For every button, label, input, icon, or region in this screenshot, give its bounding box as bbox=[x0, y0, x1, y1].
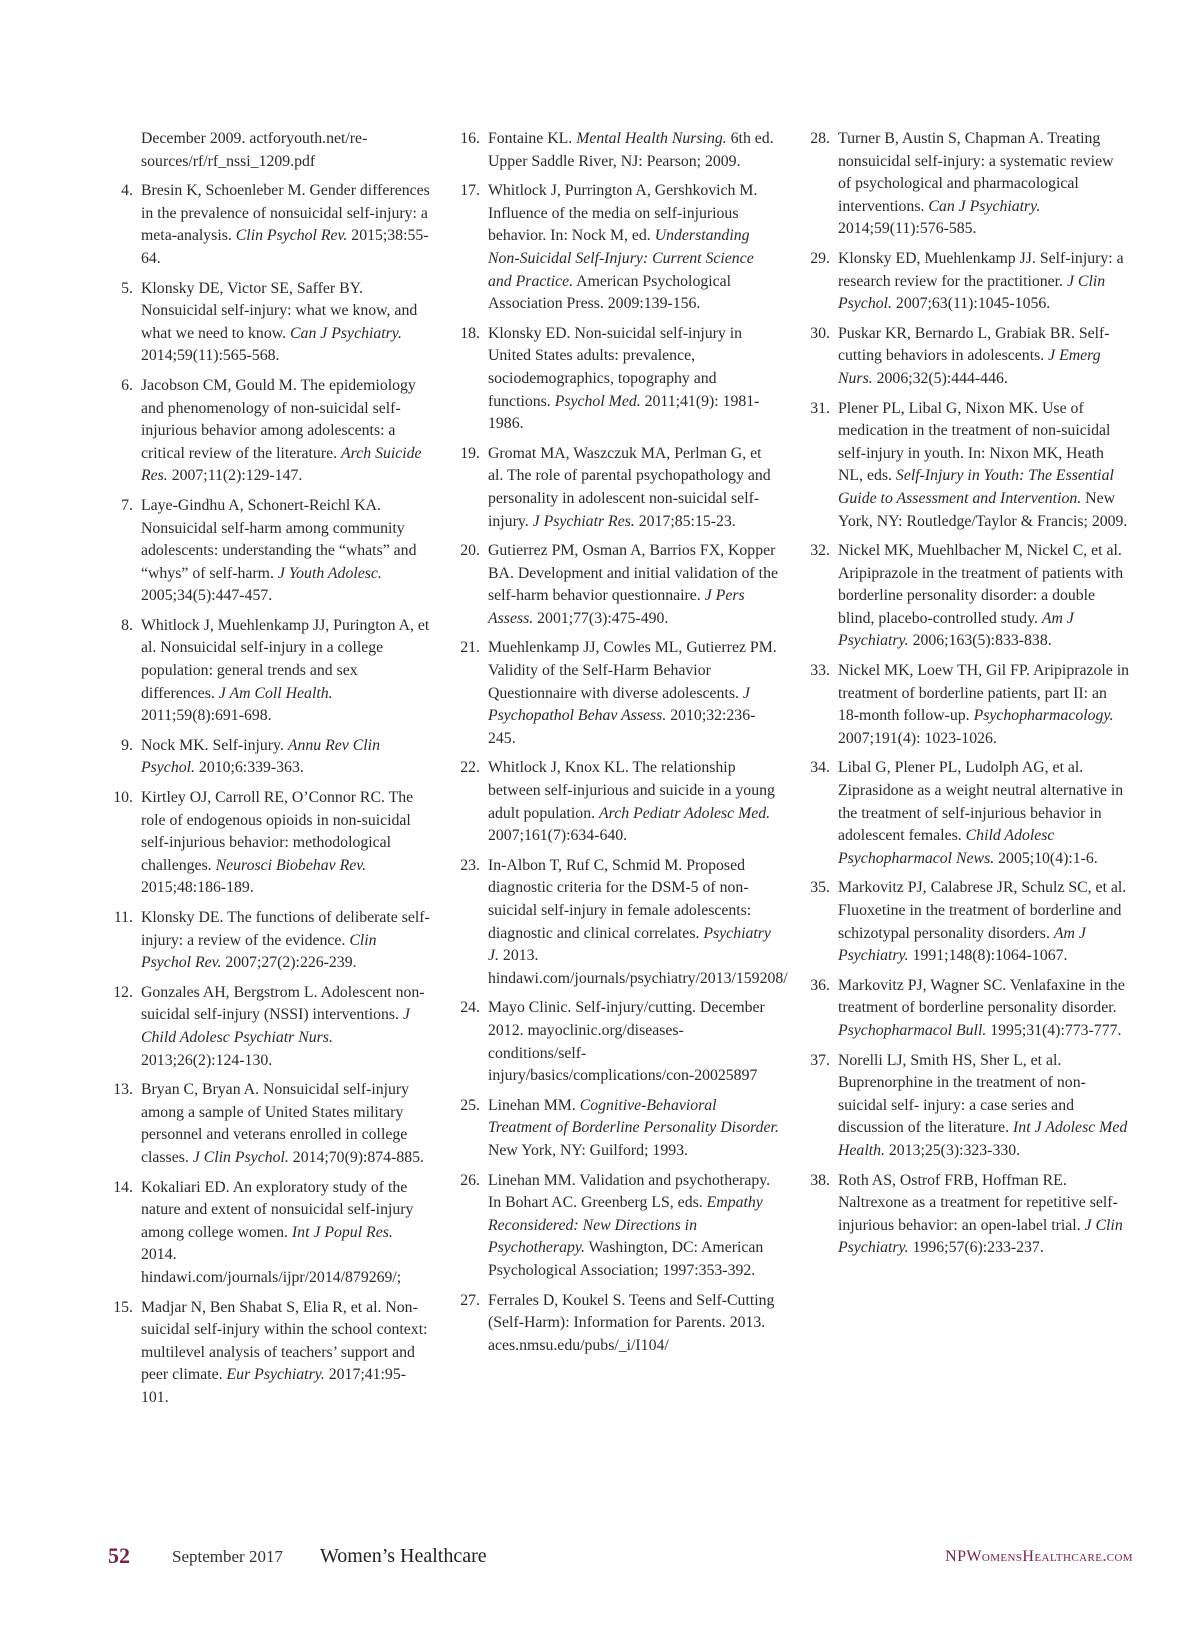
reference-segment: Laye-Gindhu A, Schonert-Reichl KA. Nonsuicidal self-harm among community adolescents: understanding the “whats” and “whys” of self-harm. bbox=[141, 496, 417, 582]
reference-segment: American Psychological Association Press. 2009:139-156. bbox=[488, 272, 732, 313]
reference-item bbox=[455, 757, 780, 847]
reference-segment: 2010;6:339-363. bbox=[194, 759, 304, 777]
reference-text bbox=[141, 617, 429, 724]
reference-number: 9. bbox=[121, 736, 133, 754]
reference-segment: Ferrales D, Koukel S. Teens and Self-Cutting (Self-Harm): Information for Parents. 2013. aces.nmsu.edu/pubs/_i/I104/ bbox=[488, 1291, 775, 1354]
reference-number: 37. bbox=[810, 1051, 830, 1069]
reference-segment: Nock MK. Self-injury. bbox=[141, 736, 288, 754]
reference-source: Psychol Med. bbox=[554, 392, 641, 410]
reference-number: 38. bbox=[810, 1171, 830, 1189]
reference-segment: 2005;34(5):447-457. bbox=[141, 587, 273, 605]
reference-item bbox=[108, 375, 430, 488]
reference-source: Arch Pediatr Adolesc Med. bbox=[599, 804, 771, 822]
reference-source: Annu Rev Clin Psychol. bbox=[141, 736, 380, 777]
reference-segment: Gromat MA, Waszczuk MA, Perlman G, et al. The role of parental psychopathology and personality in adolescent non-suicidal self-injury. bbox=[488, 444, 771, 530]
reference-number: 35. bbox=[810, 879, 830, 897]
reference-text bbox=[838, 1172, 1123, 1257]
reference-segment: 2010;32:236-245. bbox=[488, 707, 756, 747]
reference-number: 18. bbox=[460, 324, 480, 342]
reference-number: 13. bbox=[113, 1081, 133, 1099]
reference-segment: 2011;41(9): 1981-1986. bbox=[488, 392, 760, 433]
reference-segment: Bresin K, Schoenleber M. Gender differences in the prevalence of nonsuicidal self-injury: a meta-analysis. bbox=[141, 182, 430, 245]
reference-segment: Kirtley OJ, Carroll RE, O’Connor RC. The role of endogenous opioids in non-suicidal self-injurious behavior: methodological challenges. bbox=[141, 789, 414, 874]
reference-source: Eur Psychiatry. bbox=[226, 1366, 325, 1384]
reference-segment: 2007;161(7):634-640. bbox=[488, 827, 628, 845]
reference-number: 12. bbox=[113, 983, 133, 1001]
reference-source: J Clin Psychol. bbox=[838, 272, 1106, 313]
reference-number: 7. bbox=[121, 496, 133, 514]
reference-segment: 2006;32(5):444-446. bbox=[872, 369, 1008, 387]
reference-text bbox=[488, 639, 777, 746]
reference-segment: 2005;10(4):1-6. bbox=[994, 849, 1098, 867]
reference-number: 32. bbox=[810, 542, 830, 560]
reference-source: Arch Suicide Res. bbox=[141, 444, 422, 485]
reference-text bbox=[838, 662, 1129, 747]
reference-item bbox=[805, 398, 1130, 534]
reference-text bbox=[141, 789, 413, 896]
reference-segment: Linehan MM. bbox=[488, 1096, 580, 1114]
reference-number: 26. bbox=[460, 1171, 480, 1189]
reference-segment: 2007;27(2):226-239. bbox=[221, 954, 357, 972]
reference-source: J Pers Assess. bbox=[488, 587, 745, 627]
reference-number: 27. bbox=[460, 1291, 480, 1309]
reference-text bbox=[838, 130, 1114, 237]
reference-text bbox=[141, 1081, 424, 1166]
reference-item bbox=[455, 997, 780, 1087]
reference-text bbox=[141, 182, 430, 267]
reference-item bbox=[108, 128, 430, 173]
reference-segment: Kokaliari ED. An exploratory study of the nature and extent of nonsuicidal self-injury among college women. bbox=[141, 1178, 414, 1241]
reference-segment: 1996;57(6):233-237. bbox=[908, 1239, 1044, 1257]
reference-segment: 1991;148(8):1064-1067. bbox=[908, 947, 1068, 965]
reference-text bbox=[141, 130, 367, 170]
reference-text bbox=[838, 325, 1110, 387]
reference-segment: Puskar KR, Bernardo L, Grabiak BR. Self-cutting behaviors in adolescents. bbox=[838, 324, 1110, 365]
reference-segment: Mayo Clinic. Self-injury/cutting. December 2012. mayoclinic.org/diseases-conditions/self-injury/basics/complications/con-20025897 bbox=[488, 999, 765, 1085]
reference-source: Mental Health Nursing. bbox=[576, 130, 727, 147]
reference-item bbox=[108, 1177, 430, 1290]
reference-text bbox=[838, 1052, 1127, 1159]
reference-segment: Muehlenkamp JJ, Cowles ML, Gutierrez PM. Validity of the Self-Harm Behavior Questionnaire with diverse adolescents. bbox=[488, 639, 777, 702]
reference-number: 4. bbox=[121, 182, 133, 200]
reference-text bbox=[141, 497, 416, 604]
reference-number: 24. bbox=[460, 999, 480, 1017]
reference-segment: 2017;41:95-101. bbox=[141, 1366, 406, 1406]
reference-segment: Roth AS, Ostrof FRB, Hoffman RE. Naltrexone as a treatment for repetitive self-injurious behavior: an open-label trial. bbox=[838, 1171, 1118, 1234]
reference-number: 17. bbox=[460, 182, 480, 200]
reference-text bbox=[488, 999, 765, 1084]
reference-segment: December 2009. actforyouth.net/re-sources/rf/rf_nssi_1209.pdf bbox=[141, 130, 368, 170]
reference-text bbox=[488, 857, 788, 987]
reference-source: Can J Psychiatry. bbox=[928, 197, 1041, 215]
reference-segment: 2013;26(2):124-130. bbox=[141, 1051, 273, 1069]
reference-segment: 2001;77(3):475-490. bbox=[533, 609, 669, 627]
reference-segment: Gonzales AH, Bergstrom L. Adolescent non-suicidal self-injury (NSSI) interventions. bbox=[141, 983, 425, 1024]
reference-segment: 2014. hindawi.com/journals/ijpr/2014/879269/; bbox=[141, 1246, 402, 1286]
reference-source: Clin Psychol Rev. bbox=[235, 227, 348, 245]
reference-source: Am J Psychiatry. bbox=[838, 609, 1074, 650]
reference-number: 34. bbox=[810, 759, 830, 777]
website-link[interactable]: NPWomensHealthcare.com bbox=[945, 1548, 1133, 1565]
reference-source: Clin Psychol Rev. bbox=[141, 931, 377, 972]
reference-number: 28. bbox=[810, 130, 830, 147]
reference-item bbox=[805, 877, 1130, 967]
reference-segment: Libal G, Plener PL, Ludolph AG, et al. Ziprasidone as a weight neutral alternative in the treatment of self-injurious behavior in adolescent females. bbox=[838, 759, 1124, 845]
reference-text bbox=[838, 977, 1125, 1039]
page-footer bbox=[108, 1545, 1133, 1575]
reference-item bbox=[108, 787, 430, 900]
reference-number: 11. bbox=[113, 909, 133, 926]
reference-segment: Markovitz PJ, Calabrese JR, Schulz SC, et al. Fluoxetine in the treatment of borderline and schizotypal personality disorders. bbox=[838, 879, 1127, 942]
reference-source: Int J Adolesc Med Health. bbox=[838, 1119, 1128, 1159]
reference-segment: Markovitz PJ, Wagner SC. Venlafaxine in the treatment of borderline personality disorder. bbox=[838, 976, 1125, 1017]
reference-segment: 2017;85:15-23. bbox=[634, 512, 736, 530]
reference-segment: 2013;25(3):323-330. bbox=[884, 1141, 1021, 1159]
reference-segment: Nickel MK, Loew TH, Gil FP. Aripiprazole in treatment of borderline patients, part II: an 18-month follow-up. bbox=[838, 662, 1130, 725]
reference-segment: Gutierrez PM, Osman A, Barrios FX, Kopper BA. Development and initial validation of the self-harm behavior questionnaire. bbox=[488, 542, 778, 605]
reference-item bbox=[455, 1095, 780, 1163]
reference-segment: New York, NY: Guilford; 1993. bbox=[488, 1141, 688, 1159]
reference-source: J Youth Adolesc. bbox=[277, 564, 382, 582]
reference-item bbox=[805, 248, 1130, 316]
reference-number: 25. bbox=[460, 1096, 480, 1114]
reference-text bbox=[141, 377, 422, 484]
reference-source: Child Adolesc Psychopharmacol News. bbox=[838, 827, 1055, 867]
reference-item bbox=[455, 1170, 780, 1283]
page-number: 52 bbox=[108, 1543, 130, 1568]
reference-text bbox=[488, 182, 757, 312]
reference-segment: Whitlock J, Purrington A, Gershkovich M. Influence of the media on self-injurious behavior. In: Nock M, ed. bbox=[488, 182, 758, 245]
reference-text bbox=[838, 250, 1124, 312]
reference-source: Psychopharmacol Bull. bbox=[838, 1021, 987, 1039]
reference-item bbox=[455, 180, 780, 316]
reference-segment: 2007;191(4): 1023-1026. bbox=[838, 729, 997, 747]
reference-segment: Fontaine KL. bbox=[488, 130, 577, 147]
reference-item bbox=[805, 323, 1130, 391]
reference-item bbox=[805, 540, 1130, 653]
reference-item bbox=[805, 1050, 1130, 1163]
reference-item bbox=[108, 982, 430, 1072]
reference-text bbox=[838, 879, 1126, 964]
reference-item bbox=[108, 180, 430, 270]
reference-source: J Emerg Nurs. bbox=[838, 347, 1101, 387]
reference-text bbox=[838, 400, 1127, 530]
reference-item bbox=[108, 735, 430, 780]
reference-number: 6. bbox=[121, 376, 133, 394]
reference-text bbox=[141, 737, 380, 777]
reference-text bbox=[488, 325, 759, 432]
reference-source: Am J Psychiatry. bbox=[838, 924, 1086, 965]
reference-number: 15. bbox=[113, 1298, 133, 1316]
reference-source: Empathy Reconsidered: New Directions in Psychotherapy. bbox=[488, 1194, 763, 1257]
reference-item bbox=[455, 637, 780, 750]
reference-segment: 2006;163(5):833-838. bbox=[908, 632, 1052, 650]
reference-segment: Whitlock J, Knox KL. The relationship between self-injurious and suicide in a young adult population. bbox=[488, 759, 775, 822]
reference-column-3 bbox=[805, 128, 1130, 1267]
reference-text bbox=[488, 542, 778, 627]
reference-source: Neurosci Biobehav Rev. bbox=[215, 856, 367, 874]
reference-number: 14. bbox=[113, 1178, 133, 1196]
reference-source: J Child Adolesc Psychiatr Nurs. bbox=[141, 1006, 410, 1046]
reference-item bbox=[108, 1079, 430, 1169]
reference-segment: New York, NY: Routledge/Taylor & Francis; 2009. bbox=[838, 489, 1128, 530]
reference-number: 22. bbox=[460, 759, 480, 777]
reference-item bbox=[108, 907, 430, 975]
reference-number: 21. bbox=[460, 639, 480, 657]
reference-text bbox=[488, 1292, 774, 1354]
reference-segment: 2007;63(11):1045-1056. bbox=[891, 295, 1051, 313]
reference-segment: 2007;11(2):129-147. bbox=[167, 467, 303, 485]
reference-item bbox=[108, 278, 430, 368]
reference-segment: Klonsky DE, Victor SE, Saffer BY. Nonsuicidal self-injury: what we know, and what we need to know. bbox=[141, 279, 418, 342]
reference-item bbox=[455, 443, 780, 533]
reference-item bbox=[805, 128, 1130, 241]
reference-segment: Plener PL, Libal G, Nixon MK. Use of medication in the treatment of non-suicidal self-injury in youth. In: Nixon MK, Heath NL, eds. bbox=[838, 399, 1111, 485]
reference-source: J Psychiatr Res. bbox=[532, 512, 635, 530]
reference-segment: Turner B, Austin S, Chapman A. Treating nonsuicidal self-injury: a systematic review of psychological and pharmacological interventions. bbox=[838, 130, 1114, 215]
reference-segment: Nickel MK, Muehlbacher M, Nickel C, et al. Aripiprazole in the treatment of patients with borderline personality disorder: a double blind, placebo-controlled study. bbox=[838, 542, 1124, 627]
reference-item bbox=[805, 975, 1130, 1043]
reference-source: Can J Psychiatry. bbox=[290, 324, 402, 342]
reference-number: 8. bbox=[121, 616, 133, 634]
reference-number: 10. bbox=[113, 789, 133, 807]
reference-text bbox=[141, 280, 417, 365]
reference-item bbox=[805, 757, 1130, 870]
reference-segment: 2011;59(8):691-698. bbox=[141, 707, 272, 725]
reference-segment: Klonsky ED. Non-suicidal self-injury in United States adults: prevalence, sociodemographics, topography and functions. bbox=[488, 324, 743, 410]
reference-text bbox=[488, 1097, 779, 1159]
reference-column-1 bbox=[108, 128, 430, 1416]
reference-segment: 2013. hindawi.com/journals/psychiatry/2013/159208/ bbox=[488, 947, 788, 987]
reference-segment: Klonsky DE. The functions of deliberate self-injury: a review of the evidence. bbox=[141, 909, 430, 949]
reference-text bbox=[488, 445, 771, 530]
reference-source: Cognitive-Behavioral Treatment of Borderline Personality Disorder. bbox=[488, 1096, 779, 1137]
reference-number: 5. bbox=[121, 279, 133, 297]
reference-segment: 2015;38:55-64. bbox=[141, 227, 429, 267]
reference-segment: Jacobson CM, Gould M. The epidemiology and phenomenology of non-suicidal self-injurious behavior among adolescents: a critical review of the literature. bbox=[141, 376, 416, 462]
reference-text bbox=[488, 1172, 770, 1279]
reference-text bbox=[488, 759, 775, 844]
reference-source: J Psychopathol Behav Assess. bbox=[488, 684, 750, 725]
reference-segment: Linehan MM. Validation and psychotherapy. In Bohart AC. Greenberg LS, eds. bbox=[488, 1171, 771, 1212]
reference-text bbox=[838, 542, 1123, 649]
reference-text bbox=[141, 1299, 427, 1406]
reference-source: Understanding Non-Suicidal Self-Injury: Current Science and Practice. bbox=[488, 227, 754, 290]
reference-number: 19. bbox=[460, 444, 480, 462]
reference-segment: Klonsky ED, Muehlenkamp JJ. Self-injury: a research review for the practitioner. bbox=[838, 249, 1124, 290]
reference-segment: 2014;59(11):565-568. bbox=[141, 347, 280, 365]
reference-number: 20. bbox=[460, 542, 480, 560]
reference-segment: In-Albon T, Ruf C, Schmid M. Proposed diagnostic criteria for the DSM-5 of non-suicidal self-injury in female adolescents: diagnostic and clinical correlates. bbox=[488, 856, 752, 942]
reference-item bbox=[108, 615, 430, 728]
reference-number: 31. bbox=[810, 399, 830, 417]
reference-text bbox=[141, 909, 430, 971]
reference-item bbox=[455, 128, 780, 173]
reference-number: 36. bbox=[810, 976, 830, 994]
reference-number: 29. bbox=[810, 249, 830, 267]
reference-source: J Am Coll Health. bbox=[218, 684, 333, 702]
reference-segment: Norelli LJ, Smith HS, Sher L, et al. Buprenorphine in the treatment of non-suicidal self- injury: a case series and discussion of the literature. bbox=[838, 1051, 1086, 1137]
reference-item bbox=[805, 660, 1130, 750]
reference-source: Int J Popul Res. bbox=[291, 1223, 393, 1241]
reference-number: 33. bbox=[810, 662, 830, 680]
reference-item bbox=[108, 1297, 430, 1410]
reference-number: 23. bbox=[460, 856, 480, 874]
reference-source: Psychiatry J. bbox=[488, 924, 771, 965]
reference-source: Self-Injury in Youth: The Essential Guide to Assessment and Intervention. bbox=[838, 467, 1114, 507]
publication-name: Women’s Healthcare bbox=[320, 1545, 487, 1567]
reference-segment: Washington, DC: American Psychological Association; 1997:353-392. bbox=[488, 1239, 764, 1279]
reference-segment: Whitlock J, Muehlenkamp JJ, Purington A, et al. Nonsuicidal self-injury in a college population: general trends and sex differences. bbox=[141, 616, 430, 702]
reference-item bbox=[455, 855, 788, 991]
reference-source: J Clin Psychol. bbox=[192, 1148, 289, 1166]
reference-number: 16. bbox=[460, 130, 480, 147]
reference-text bbox=[488, 130, 774, 170]
reference-segment: Madjar N, Ben Shabat S, Elia R, et al. Non-suicidal self-injury within the school context: multilevel analysis of teachers’ support and peer climate. bbox=[141, 1298, 428, 1384]
reference-item bbox=[455, 540, 780, 630]
reference-item bbox=[805, 1170, 1130, 1260]
reference-column-2 bbox=[455, 128, 788, 1364]
reference-segment: 2015;48:186-189. bbox=[141, 879, 254, 897]
reference-source: Psychopharmacology. bbox=[973, 707, 1114, 725]
reference-segment: 6th ed. Upper Saddle River, NJ: Pearson; 2009. bbox=[488, 130, 774, 170]
reference-item bbox=[455, 323, 780, 436]
reference-number: 30. bbox=[810, 324, 830, 342]
reference-segment: 2014;59(11):576-585. bbox=[838, 220, 977, 238]
reference-item bbox=[108, 495, 430, 608]
reference-source: J Clin Psychiatry. bbox=[838, 1216, 1123, 1257]
reference-text bbox=[141, 1179, 413, 1286]
reference-segment: 2014;70(9):874-885. bbox=[288, 1148, 424, 1166]
reference-text bbox=[141, 984, 425, 1069]
reference-item bbox=[455, 1290, 780, 1358]
reference-segment: Bryan C, Bryan A. Nonsuicidal self-injury among a sample of United States military personnel and veterans enrolled in college classes. bbox=[141, 1081, 410, 1166]
reference-segment: 1995;31(4):773-777. bbox=[986, 1021, 1122, 1039]
reference-text bbox=[838, 759, 1123, 866]
issue-date: September 2017 bbox=[172, 1547, 283, 1566]
